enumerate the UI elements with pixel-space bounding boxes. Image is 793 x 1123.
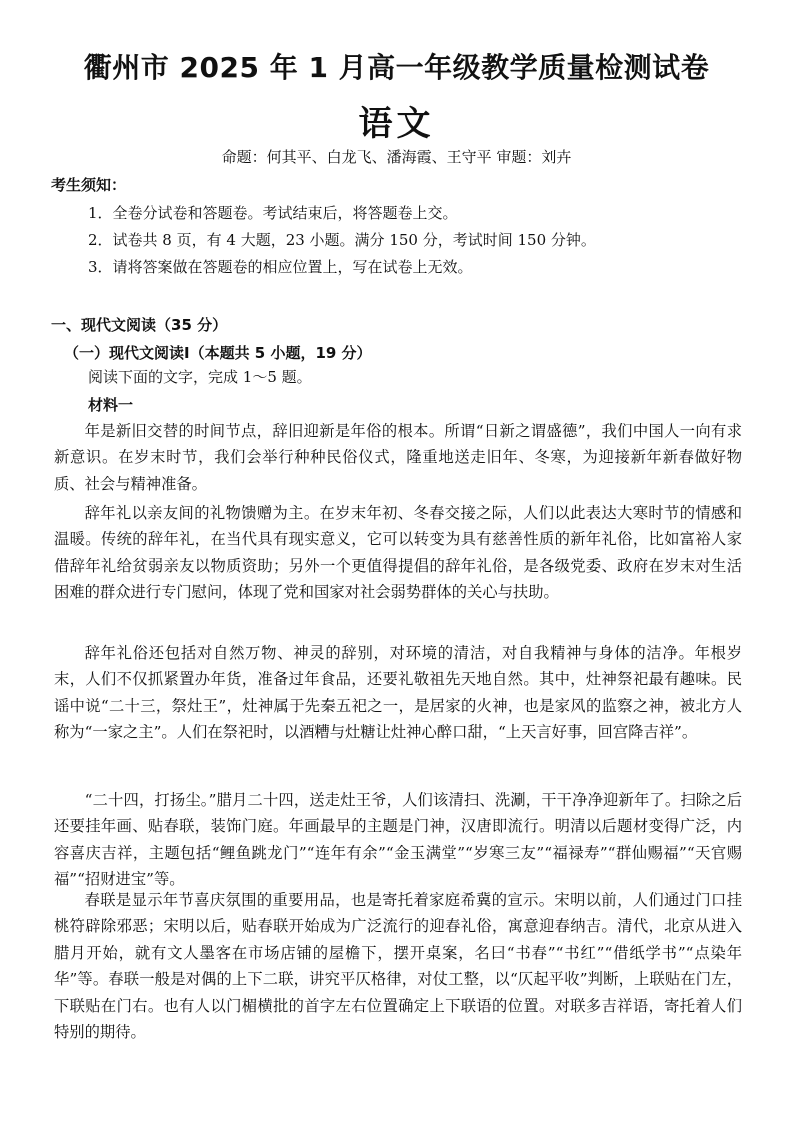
paragraph: 春联是显示年节喜庆氛围的重要用品，也是寄托着家庭希冀的宣示。宋明以前，人们通过门口挂桃符辟除邪恶；宋明以后，贴春联开始成为广泛流行的迎春礼俗，寓意迎春纳吉。清代，北京从进入腊月开始，就有文人墨客在市场店铺的屋檐下，摆开桌案，名曰“书春”“书红”“借纸学书”“点染年华”等。春联一般是对偶的上下二联，讲究平仄格律，对仗工整，以“仄起平收”判断，上联贴在门左，下联贴在门右。也有人以门楣横批的首字左右位置确定上下联语的位置。对联多吉祥语，寄托着人们特别的期待。 xyxy=(54,891,742,1042)
notice-item: 3．请将答案做在答题卷的相应位置上，写在试卷上无效。 xyxy=(88,258,473,276)
notice-item: 2．试卷共 8 页，有 4 大题，23 小题。满分 150 分，考试时间 150 分钟。 xyxy=(88,231,596,249)
paragraph: “二十四，打扬尘。”腊月二十四，送走灶王爷，人们该清扫、洗涮，干干净净迎新年了。扫除之后还要挂年画、贴春联，装饰门庭。年画最早的主题是门神，汉唐即流行。明清以后题材变得广泛，内容喜庆吉祥，主题包括“鲤鱼跳龙门”“连年有余”“金玉满堂”“岁寒三友”“福禄寿”“群仙赐福”“天官赐福”“招财进宝”等。 xyxy=(54,791,742,889)
instruction-text: 阅读下面的文字，完成 1～5 题。 xyxy=(88,368,312,386)
paragraph: 年是新旧交替的时间节点，辞旧迎新是年俗的根本。所谓“日新之谓盛德”，我们中国人一向有求新意识。在岁末时节，我们会举行种种民俗仪式，隆重地送走旧年、冬寒，为迎接新年新春做好物质、社会与精神准备。 xyxy=(54,422,742,493)
paragraph: 辞年礼以亲友间的礼物馈赠为主。在岁末年初、冬春交接之际，人们以此表达大寒时节的情感和温暖。传统的辞年礼，在当代具有现实意义，它可以转变为具有慈善性质的新年礼俗，比如富裕人家借辞年礼给贫弱亲友以物质资助；另外一个更值得提倡的辞年礼俗，是各级党委、政府在岁末对生活困难的群众进行专门慰问，体现了党和国家对社会弱势群体的关心与扶助。 xyxy=(54,504,742,602)
material-heading: 材料一 xyxy=(88,396,134,414)
exam-title: 衢州市 2025 年 1 月高一年级教学质量检测试卷 xyxy=(83,51,710,84)
authors-line: 命题：何其平、白龙飞、潘海霞、王守平 审题：刘卉 xyxy=(221,148,572,166)
section-heading: 一、现代文阅读（35 分） xyxy=(51,316,228,334)
paragraph: 辞年礼俗还包括对自然万物、神灵的辞别，对环境的清洁，对自我精神与身体的洁净。年根岁末，人们不仅抓紧置办年货，准备过年食品，还要礼敬祖先天地自然。其中，灶神祭祀最有趣味。民谣中说“二十三，祭灶王”，灶神属于先秦五祀之一，是居家的火神，也是家风的监察之神，被北方人称为“一家之主”。人们在祭祀时，以酒糟与灶糖让灶神心醉口甜，“上天言好事，回宫降吉祥”。 xyxy=(54,644,742,742)
notice-list xyxy=(88,200,596,281)
subsection-heading: （一）现代文阅读Ⅰ（本题共 5 小题，19 分） xyxy=(64,344,372,362)
notice-heading: 考生须知： xyxy=(51,176,127,194)
notice-item: 1．全卷分试卷和答题卷。考试结束后，将答题卷上交。 xyxy=(88,204,458,222)
subject-title: 语文 xyxy=(358,104,435,144)
